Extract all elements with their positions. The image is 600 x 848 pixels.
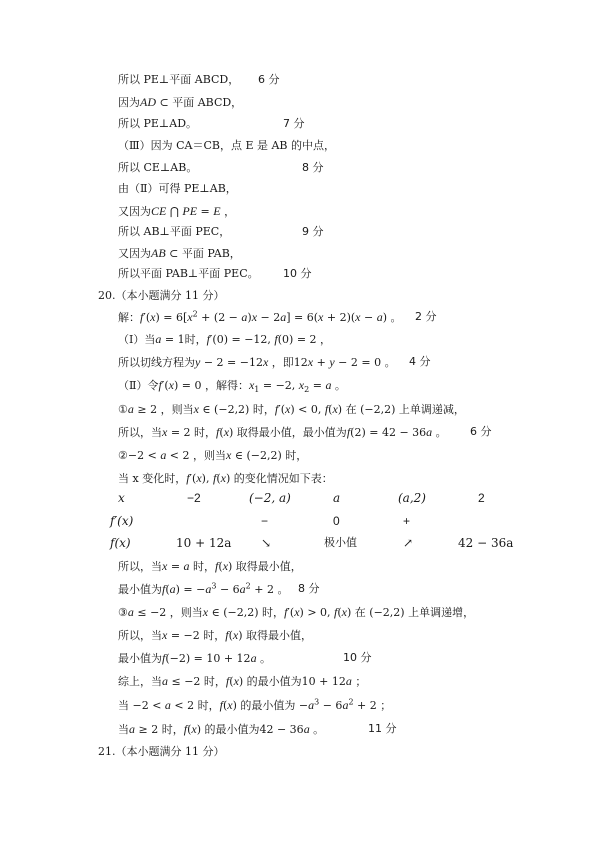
math-symbol: AB — [151, 246, 166, 260]
text-line — [118, 627, 312, 644]
text-segment: ( — [216, 472, 221, 485]
text-segment: ≥ 2 ，则当 — [133, 403, 194, 416]
math-symbol: f — [162, 651, 166, 665]
summary-line — [118, 697, 391, 714]
text-segment: ) — [247, 311, 252, 324]
score-mark: 7 分 — [283, 117, 305, 130]
text-segment: ) = − — [175, 583, 206, 596]
math-symbol: a — [342, 698, 349, 712]
text-segment: ( — [187, 723, 192, 736]
math-symbol: CE — [151, 204, 167, 218]
problem-20-heading — [98, 288, 224, 304]
text-segment: ( — [337, 606, 342, 619]
text-segment: 1 — [254, 385, 260, 395]
math-symbol: f — [225, 674, 230, 688]
text-line — [118, 558, 302, 575]
text-segment: 由（Ⅱ）可得 PE⊥AB， — [118, 182, 237, 195]
math-symbol: x — [220, 471, 226, 485]
text-segment: ⋂ — [166, 205, 183, 218]
text-segment: ∈ (−2,2) 时， — [198, 403, 275, 416]
text-segment: (0) = 2 ， — [277, 333, 332, 346]
text-segment: ； — [351, 675, 367, 688]
text-segment: 当 −2 < — [118, 699, 165, 712]
math-symbol: f — [186, 471, 190, 485]
math-symbol: a — [308, 698, 315, 712]
text-segment: 综上，当 — [118, 675, 162, 688]
text-segment: ( — [228, 629, 233, 642]
math-symbol: a — [280, 310, 287, 324]
text-segment: ′( — [189, 472, 197, 485]
text-line — [118, 116, 197, 132]
math-symbol: x — [285, 402, 291, 416]
table-cell: ↘ — [261, 536, 272, 550]
text-segment: （Ⅱ）令 — [118, 379, 159, 392]
text-segment: （Ⅲ）因为 CA＝CB，点 E 是 AB 的中点， — [118, 139, 336, 152]
text-segment: ) 取得最小值， — [238, 629, 313, 642]
text-line — [118, 266, 259, 282]
math-symbol: x — [248, 378, 255, 392]
table-cell: 极小值 — [324, 536, 357, 549]
table-cell: a — [333, 491, 341, 505]
text-segment: 所以，当 — [118, 426, 162, 439]
table-cell: + — [403, 514, 411, 528]
table-cell: 42 − 36a — [458, 536, 514, 550]
score-mark: 4 分 — [409, 355, 431, 368]
text-segment: ) 的变化情况如下表： — [225, 472, 333, 485]
text-segment: − 6 — [216, 583, 240, 596]
math-symbol: x — [168, 378, 174, 392]
math-symbol: a — [250, 651, 257, 665]
text-segment: < 2 ，则当 — [166, 449, 227, 462]
text-segment: − 6 — [319, 699, 343, 712]
math-symbol: a — [376, 310, 383, 324]
math-symbol: x — [355, 310, 361, 324]
text-line — [118, 245, 241, 262]
table-cell: (a,2) — [398, 491, 426, 505]
text-line — [118, 181, 237, 197]
text-segment: 。 — [309, 723, 325, 736]
text-segment: − 2 = 0 。 — [334, 356, 396, 369]
text-segment: ′( — [161, 379, 169, 392]
math-symbol: E — [213, 204, 221, 218]
text-segment: = — [309, 379, 326, 392]
score-mark: 6 分 — [470, 425, 492, 438]
math-symbol: a — [155, 332, 162, 346]
math-symbol: x — [232, 628, 239, 642]
text-segment: ′( — [287, 606, 295, 619]
text-segment: 所以，当 — [118, 560, 162, 573]
text-segment: 所以 PE⊥平面 ABCD， — [118, 73, 240, 86]
text-line — [118, 470, 333, 487]
text-segment: 所以切线方程为 — [118, 356, 195, 369]
text-segment: ≤ −2 ，则当 — [133, 606, 203, 619]
math-symbol: f — [346, 425, 351, 439]
math-symbol: y — [329, 355, 335, 369]
math-symbol: x — [187, 310, 193, 324]
score-mark: 9 分 — [302, 225, 324, 238]
tangent-line-equation — [118, 354, 396, 371]
text-segment: + 2 。 — [250, 583, 289, 596]
math-symbol: a — [164, 698, 171, 712]
math-symbol: x — [196, 471, 202, 485]
text-segment: = 2 时， — [167, 426, 217, 439]
text-line — [118, 72, 239, 88]
text-line — [118, 224, 230, 240]
text-segment: + 2 ； — [353, 699, 392, 712]
score-mark: 8 分 — [298, 582, 320, 595]
text-segment: ), — [201, 472, 213, 485]
text-segment: 2 — [304, 385, 310, 395]
text-segment: ( — [222, 699, 228, 712]
table-row-fprime-label: f′(x) — [110, 514, 134, 528]
math-symbol: a — [183, 559, 190, 573]
math-symbol: f — [183, 722, 188, 736]
math-symbol: x — [191, 722, 197, 736]
math-symbol: x — [233, 674, 239, 688]
text-segment: ) > 0, — [299, 606, 335, 619]
score-mark: 10 分 — [343, 651, 372, 664]
math-symbol: f — [212, 471, 217, 485]
math-symbol: f — [334, 605, 338, 619]
math-symbol: f — [274, 332, 278, 346]
text-segment: 2 — [245, 581, 251, 591]
score-mark: 2 分 — [415, 310, 437, 323]
math-symbol: f — [206, 332, 210, 346]
text-segment: 21.（本小题满分 11 分） — [98, 745, 225, 758]
table-row-x-label: x — [118, 491, 125, 505]
math-symbol: a — [325, 378, 332, 392]
math-symbol: f — [162, 582, 166, 596]
text-segment: 2 — [192, 309, 198, 319]
math-symbol: x — [251, 310, 258, 324]
text-segment: 20.（本小题满分 11 分） — [98, 289, 225, 302]
math-symbol: y — [195, 355, 201, 369]
text-segment: ⊂ 平面 PAB， — [165, 247, 241, 260]
text-segment: + — [313, 356, 330, 369]
text-segment: = −2, — [259, 379, 299, 392]
text-segment: ) 的最小值为 − — [232, 699, 309, 712]
text-segment: 。 — [432, 426, 447, 439]
text-segment: ③ — [118, 606, 128, 619]
text-segment: ≤ −2 时， — [168, 675, 226, 688]
score-mark: 11 分 — [368, 722, 397, 735]
text-line — [118, 377, 346, 394]
derivative-line — [118, 309, 402, 326]
text-segment: ) < 0, — [290, 403, 325, 416]
math-symbol: x — [150, 310, 156, 324]
math-symbol: x — [341, 605, 347, 619]
text-segment: ∈ (−2,2) 时， — [208, 606, 285, 619]
math-symbol: a — [169, 582, 176, 596]
math-symbol: x — [332, 402, 338, 416]
text-line — [118, 424, 447, 441]
text-segment: 最小值为 — [118, 583, 162, 596]
text-line — [118, 138, 335, 154]
math-symbol: AD — [140, 95, 156, 109]
table-cell: 2 — [478, 491, 485, 505]
text-segment: ② — [118, 449, 128, 462]
text-segment: ] = 6( — [286, 311, 319, 324]
score-mark: 10 分 — [283, 267, 312, 280]
case-3-line — [118, 604, 474, 621]
math-symbol: a — [239, 582, 246, 596]
text-line — [118, 203, 235, 220]
text-segment: 所以平面 PAB⊥平面 PEC。 — [118, 267, 259, 280]
text-line — [118, 331, 331, 348]
table-cell: − — [261, 514, 269, 528]
text-segment: + 2)( — [323, 311, 356, 324]
math-symbol: a — [127, 402, 134, 416]
case-1-line — [118, 401, 465, 418]
text-segment: 。 — [256, 652, 272, 665]
text-segment: 2 — [348, 697, 354, 707]
text-segment: ) 的最小值为42 − 36 — [196, 723, 304, 736]
text-segment: ( — [229, 675, 234, 688]
math-symbol: x — [222, 559, 229, 573]
table-cell: 10 + 12a — [176, 536, 232, 550]
text-segment: 所以 CE⊥AB。 — [118, 161, 198, 174]
text-segment: = — [197, 205, 214, 218]
text-segment: − 2 — [257, 311, 281, 324]
text-segment: ⊂ 平面 ABCD， — [156, 96, 243, 109]
text-segment: − — [360, 311, 377, 324]
text-segment: 最小值为 — [118, 652, 162, 665]
table-row-f-label: f(x) — [110, 536, 131, 550]
table-cell: (−2, a) — [249, 491, 291, 505]
text-segment: 又因为 — [118, 247, 151, 260]
text-segment: ( — [328, 403, 333, 416]
text-line — [118, 581, 288, 598]
text-segment: ≥ 2 时， — [135, 723, 184, 736]
score-mark: 6 分 — [258, 73, 280, 86]
math-symbol: a — [303, 722, 310, 736]
table-cell: 0 — [333, 514, 340, 528]
math-symbol: x — [227, 698, 233, 712]
text-segment: 因为 — [118, 96, 140, 109]
text-segment: ) 。 — [382, 311, 402, 324]
math-symbol: x — [202, 605, 209, 619]
math-symbol: x — [226, 448, 232, 462]
score-mark: 8 分 — [302, 161, 324, 174]
text-segment: 所以，当 — [118, 629, 162, 642]
math-symbol: x — [307, 355, 314, 369]
text-segment: ，即12 — [268, 356, 308, 369]
math-symbol: x — [193, 402, 199, 416]
math-symbol: x — [262, 355, 269, 369]
summary-line — [118, 721, 324, 738]
text-segment: ( — [165, 583, 170, 596]
text-segment: 所以 AB⊥平面 PEC， — [118, 225, 231, 238]
text-segment: ′( — [278, 403, 285, 416]
math-symbol: f — [225, 628, 229, 642]
text-segment: ) = 6[ — [155, 311, 188, 324]
text-segment: （Ⅰ）当 — [118, 333, 156, 346]
math-symbol: f — [215, 559, 219, 573]
text-segment: ① — [118, 403, 128, 416]
text-segment: 当 x 变化时， — [118, 472, 187, 485]
math-symbol: a — [162, 674, 168, 688]
math-symbol: PE — [182, 204, 198, 218]
text-segment: 3 — [314, 697, 320, 707]
text-segment: = — [167, 560, 184, 573]
math-symbol: f — [216, 425, 220, 439]
math-symbol: a — [205, 582, 212, 596]
math-symbol: x — [162, 628, 168, 642]
math-symbol: f — [274, 402, 279, 416]
math-symbol: f — [324, 402, 329, 416]
math-symbol: a — [160, 448, 167, 462]
text-segment: < 2 时， — [170, 699, 220, 712]
math-symbol: f — [140, 310, 144, 324]
math-symbol: x — [223, 425, 230, 439]
text-segment: ) 在 (−2,2) 上单调递增， — [347, 606, 475, 619]
text-segment: 又因为 — [118, 205, 151, 218]
problem-21-heading — [98, 744, 224, 760]
math-symbol: a — [129, 722, 135, 736]
math-symbol: x — [294, 605, 300, 619]
text-segment: −2 < — [127, 449, 161, 462]
text-segment: ′( — [143, 311, 151, 324]
text-segment: ) 在 (−2,2) 上单调递减， — [337, 403, 465, 416]
text-segment: ) 取得最小值， — [228, 560, 302, 573]
math-symbol: x — [318, 310, 324, 324]
text-segment: (2) = 42 − 36 — [350, 426, 427, 439]
text-segment: ， — [220, 205, 236, 218]
math-symbol: a — [426, 425, 433, 439]
text-segment: 当 — [118, 723, 129, 736]
case-2-line — [118, 447, 307, 464]
table-cell: −2 — [187, 491, 201, 505]
text-line — [118, 650, 271, 667]
math-symbol: a — [345, 674, 352, 688]
text-segment: ) = 0 ，解得： — [173, 379, 249, 392]
text-segment: 时， — [189, 560, 216, 573]
text-segment: 3 — [211, 581, 217, 591]
text-segment: ) 的最小值为10 + 12 — [238, 675, 346, 688]
text-segment: ′(0) = −12, — [209, 333, 275, 346]
math-symbol: x — [162, 559, 168, 573]
math-symbol: a — [127, 605, 134, 619]
text-segment: = 1时， — [161, 333, 207, 346]
text-segment: + (2 − — [197, 311, 242, 324]
text-segment: ( — [219, 426, 224, 439]
text-segment: − 2 = −12 — [200, 356, 263, 369]
math-symbol: a — [241, 310, 248, 324]
summary-line — [118, 673, 366, 690]
text-segment: (−2) = 10 + 12 — [165, 652, 251, 665]
math-symbol: f — [219, 698, 223, 712]
math-symbol: f — [158, 378, 162, 392]
text-segment: ) 取得最小值，最小值为 — [229, 426, 347, 439]
text-segment: ∈ (−2,2) 时， — [231, 449, 308, 462]
text-segment: = −2 时， — [167, 629, 226, 642]
text-segment: 。 — [331, 379, 346, 392]
text-segment: ( — [218, 560, 223, 573]
text-segment: 所以 PE⊥AD。 — [118, 117, 198, 130]
text-line — [118, 160, 197, 176]
text-segment: 解： — [118, 311, 140, 324]
math-symbol: x — [162, 425, 168, 439]
text-line — [118, 94, 242, 111]
math-symbol: x — [298, 378, 305, 392]
math-symbol: f — [284, 605, 288, 619]
table-cell: ↗ — [403, 536, 414, 550]
